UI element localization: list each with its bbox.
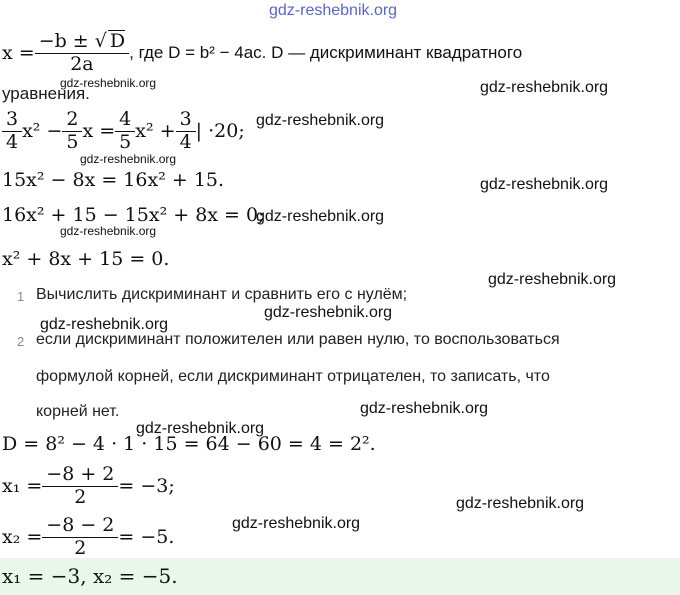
watermark: gdz-reshebnik.org (40, 316, 169, 333)
watermark-top: gdz-reshebnik.org (269, 2, 398, 19)
root-x2 (2, 512, 174, 562)
root-lhs: x₂ = (2, 526, 43, 548)
fraction-numerator: 2 (62, 109, 82, 132)
step-number: 2 (17, 334, 25, 349)
fraction-denominator: 4 (179, 130, 192, 153)
answer: x₁ = −3, x₂ = −5. (2, 564, 178, 588)
answer-band (0, 558, 680, 595)
equation-multiplier: | ·20; (195, 120, 245, 142)
root-x1 (2, 460, 175, 512)
fraction-denominator: 4 (6, 130, 19, 153)
formula-description: , где D = b² − 4ac. D — дискриминант квадратного (129, 43, 523, 62)
root-numerator: −8 − 2 (42, 515, 118, 538)
watermark: gdz-reshebnik.org (232, 515, 361, 532)
step-text-line: формулой корней, если дискриминант отрицателен, то записать, что (36, 368, 550, 385)
watermark: gdz-reshebnik.org (60, 224, 157, 238)
equation-3: 16x² + 15 − 15x² + 8x = 0; (2, 204, 265, 226)
root-rhs: = −3; (118, 475, 175, 497)
root-denominator: 2 (74, 485, 87, 508)
general-formula (2, 28, 522, 78)
fraction-numerator: 3 (2, 109, 22, 132)
watermark: gdz-reshebnik.org (256, 208, 385, 225)
watermark: gdz-reshebnik.org (488, 271, 617, 288)
step-text-line: корней нет. (36, 403, 120, 420)
formula-numerator: −b ± (38, 30, 95, 53)
fraction-numerator: 4 (115, 109, 135, 132)
formula-lhs: x = (2, 42, 35, 64)
step-text-line: если дискриминант положителен или равен нулю, то воспользоваться (36, 331, 560, 348)
watermark: gdz-reshebnik.org (360, 400, 489, 417)
root-denominator: 2 (74, 536, 87, 559)
fraction-numerator: 3 (176, 109, 196, 132)
step-text: Вычислить дискриминант и сравнить его с нулём; (36, 286, 408, 303)
equation-1 (2, 105, 245, 157)
equation-part: x = (82, 120, 116, 142)
watermark: gdz-reshebnik.org (80, 152, 177, 166)
watermark: gdz-reshebnik.org (136, 420, 265, 437)
sqrt-sign: √ (94, 30, 107, 53)
equation-4: x² + 8x + 15 = 0. (2, 248, 170, 270)
root-lhs: x₁ = (2, 475, 43, 497)
formula-sqrt-arg: D (109, 30, 126, 53)
step-number: 1 (17, 289, 25, 304)
watermark: gdz-reshebnik.org (60, 76, 157, 90)
watermark: gdz-reshebnik.org (256, 112, 385, 129)
root-rhs: = −5. (118, 526, 175, 548)
formula-continuation: уравнения. (2, 84, 90, 103)
equation-part: x² − (22, 120, 63, 142)
equation-part: x² + (135, 120, 176, 142)
watermark: gdz-reshebnik.org (264, 304, 393, 321)
fraction-denominator: 5 (119, 130, 132, 153)
watermark: gdz-reshebnik.org (480, 176, 609, 193)
formula-denominator: 2a (70, 53, 94, 75)
fraction-denominator: 5 (66, 130, 79, 153)
equation-2: 15x² − 8x = 16x² + 15. (2, 169, 225, 191)
formula-fraction (35, 30, 129, 76)
root-numerator: −8 + 2 (42, 464, 118, 487)
watermark: gdz-reshebnik.org (456, 495, 585, 512)
watermark: gdz-reshebnik.org (480, 79, 609, 96)
discriminant-calc: D = 8² − 4 · 1 · 15 = 64 − 60 = 4 = 2². (2, 433, 376, 455)
